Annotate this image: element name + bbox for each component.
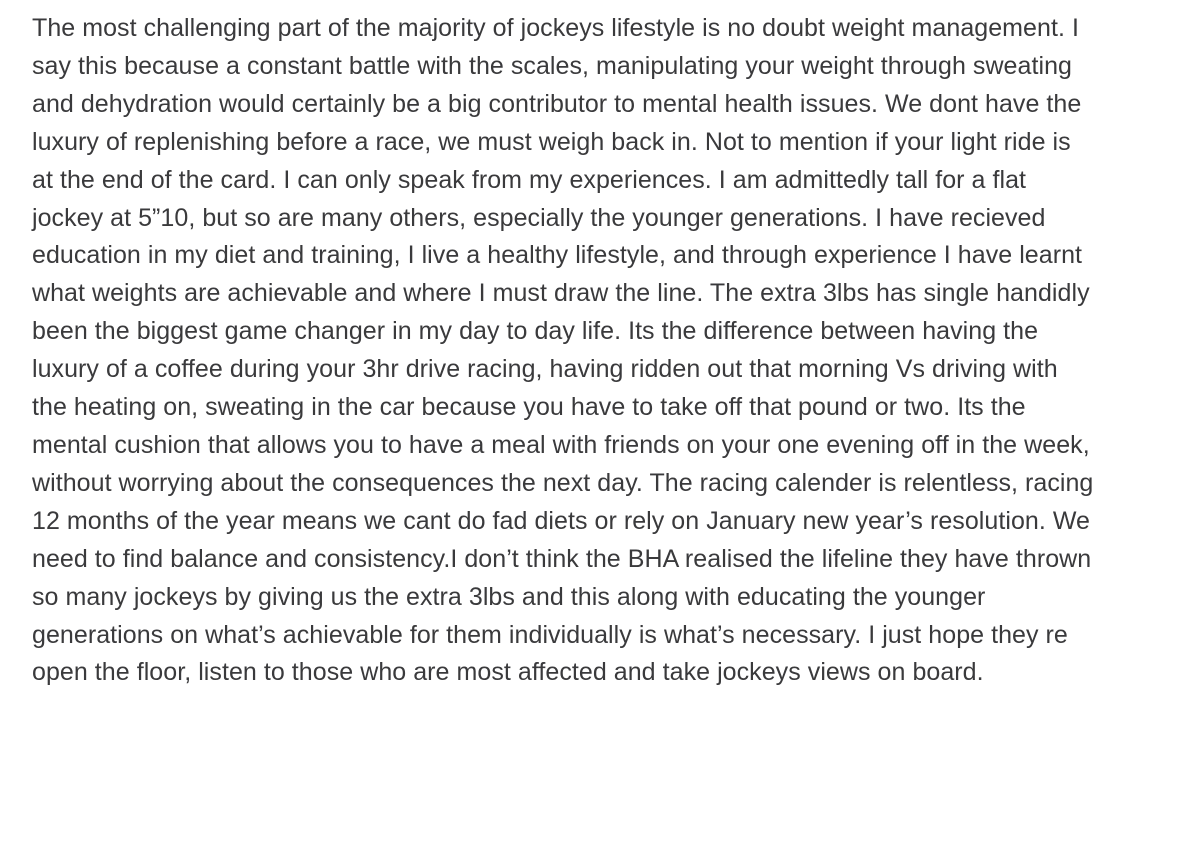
note-line: the heating on, sweating in the car because you have to take off that pound or two. Its the xyxy=(32,393,1026,422)
note-line: been the biggest game changer in my day to day life. Its the difference between having the xyxy=(32,317,1039,346)
note-line: mental cushion that allows you to have a meal with friends on your one evening off in the week, xyxy=(32,430,1090,459)
note-line: so many jockeys by giving us the extra 3lbs and this along with educating the younger xyxy=(32,582,986,611)
note-body xyxy=(32,10,1182,692)
note-line: generations on what’s achievable for them individually is what’s necessary. I just hope they re xyxy=(32,620,1068,649)
note-line: and dehydration would certainly be a big contributor to mental health issues. We dont have the xyxy=(32,89,1082,118)
note-line: jockey at 5”10, but so are many others, especially the younger generations. I have recieved xyxy=(32,203,1046,232)
note-line: without worrying about the consequences the next day. The racing calender is relentless, racing xyxy=(32,468,1094,497)
note-line: open the floor, listen to those who are most affected and take jockeys views on board. xyxy=(32,658,984,687)
note-line: luxury of replenishing before a race, we must weigh back in. Not to mention if your light ride is xyxy=(32,127,1071,156)
note-line: what weights are achievable and where I must draw the line. The extra 3lbs has single handidly xyxy=(32,279,1090,308)
note-line: say this because a constant battle with the scales, manipulating your weight through sweating xyxy=(32,51,1072,80)
note-line: education in my diet and training, I live a healthy lifestyle, and through experience I have learnt xyxy=(32,241,1083,270)
note-line: The most challenging part of the majority of jockeys lifestyle is no doubt weight management. I xyxy=(32,14,1079,42)
note-line: at the end of the card. I can only speak from my experiences. I am admittedly tall for a flat xyxy=(32,165,1027,194)
note-line: 12 months of the year means we cant do fad diets or rely on January new year’s resolution. We xyxy=(32,506,1090,535)
note-line: luxury of a coffee during your 3hr drive racing, having ridden out that morning Vs driving with xyxy=(32,355,1058,384)
note-line: need to find balance and consistency.I don’t think the BHA realised the lifeline they have thrown xyxy=(32,544,1092,573)
